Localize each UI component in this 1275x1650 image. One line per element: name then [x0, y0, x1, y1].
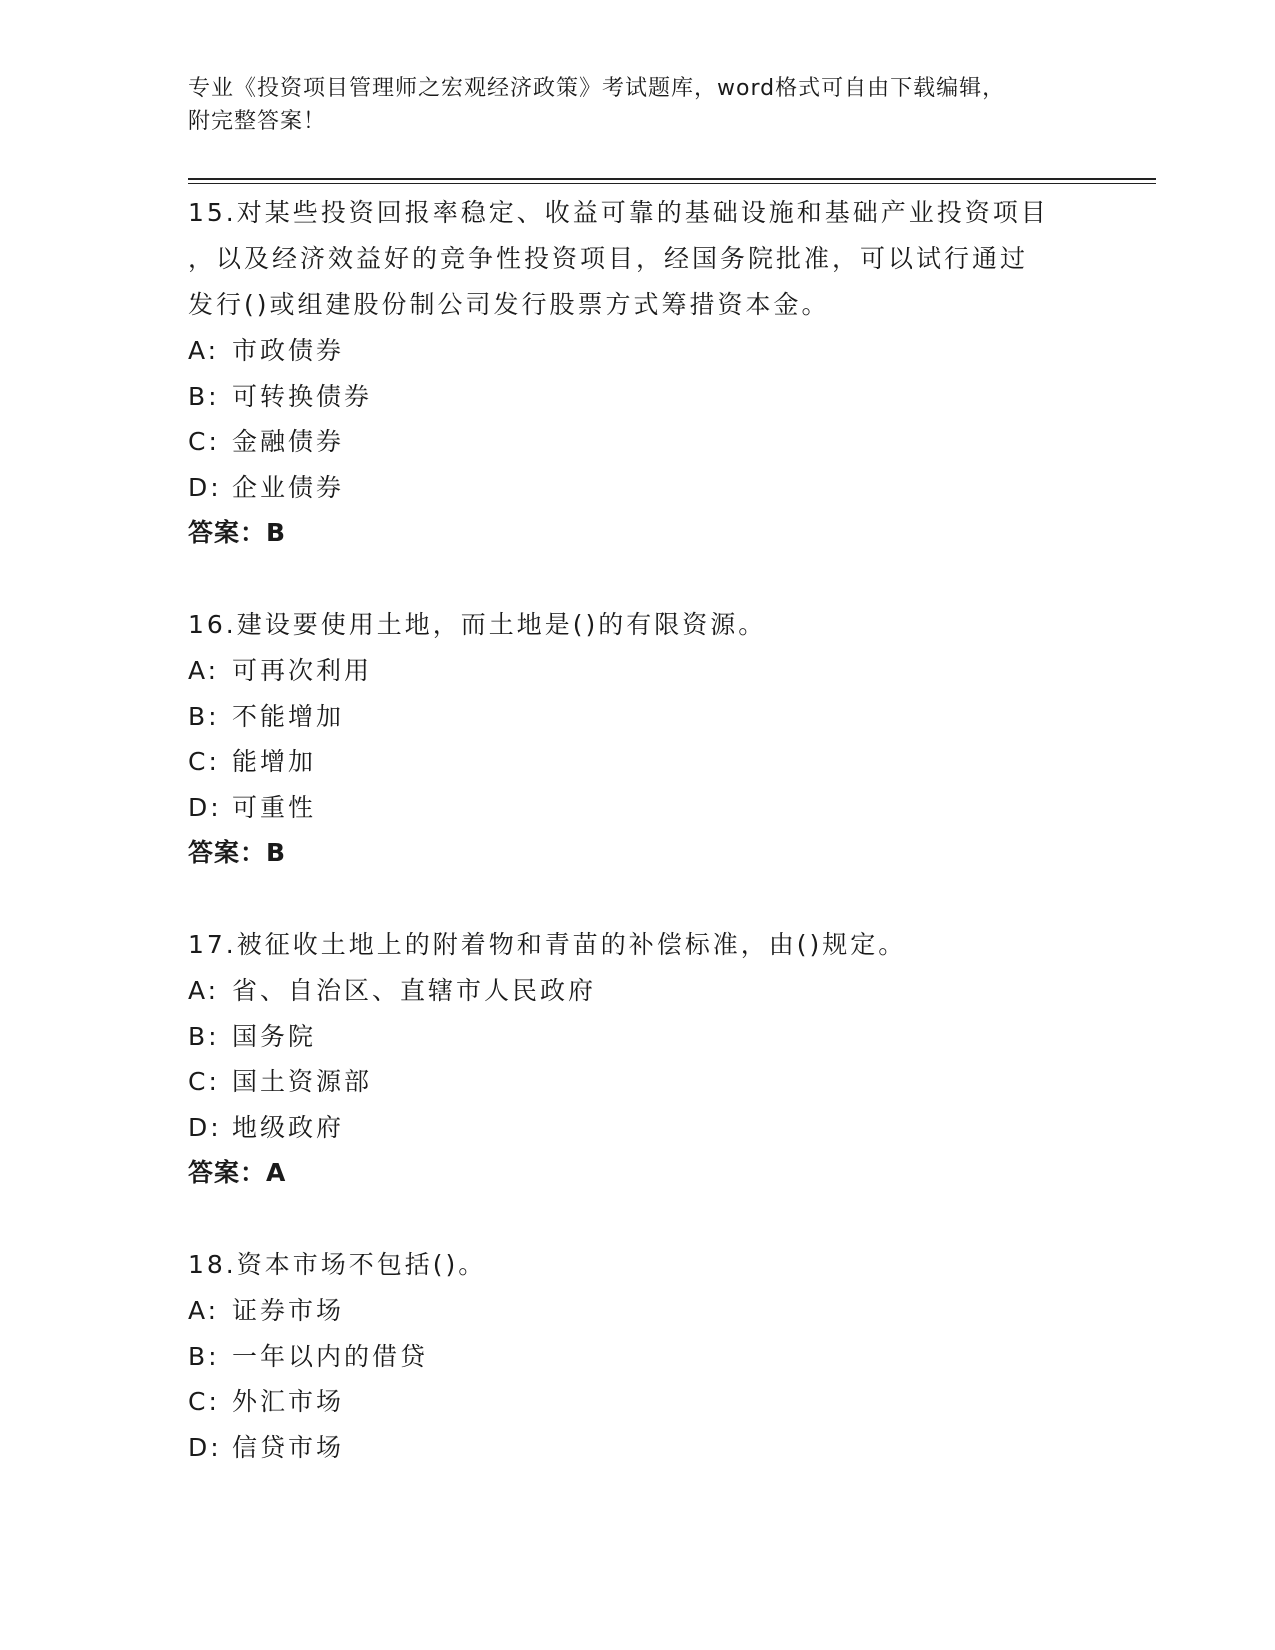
- question-number: 15.: [188, 198, 237, 227]
- option-letter: C:: [188, 747, 220, 776]
- option-d: [188, 465, 1088, 511]
- option-c: [188, 739, 1088, 785]
- option-letter: A:: [188, 976, 220, 1005]
- option-text: 省、自治区、直辖市人民政府: [232, 976, 597, 1005]
- option-c: [188, 1059, 1088, 1105]
- question-list: [188, 190, 1088, 1516]
- answer-line: [188, 510, 1088, 556]
- option-text: 证券市场: [232, 1296, 345, 1325]
- answer-line: [188, 830, 1088, 876]
- question-15: [188, 190, 1088, 556]
- question-text-line: [188, 602, 1088, 648]
- option-text: 可再次利用: [232, 656, 373, 685]
- option-a: [188, 1288, 1088, 1334]
- option-letter: C:: [188, 1067, 220, 1096]
- option-letter: D:: [188, 792, 222, 822]
- option-d: [188, 785, 1088, 831]
- header-line-1: 专业《投资项目管理师之宏观经济政策》考试题库，word格式可自由下载编辑，: [188, 76, 1006, 101]
- answer-label: 答案：: [188, 1158, 267, 1187]
- answer-label: 答案：: [188, 518, 267, 547]
- option-letter: A:: [188, 1296, 220, 1325]
- option-b: [188, 694, 1088, 740]
- option-a: [188, 968, 1088, 1014]
- option-letter: B:: [188, 1341, 220, 1371]
- option-text: 金融债券: [232, 427, 345, 456]
- header-divider-thin: [188, 183, 1156, 184]
- question-text-line: [188, 190, 1088, 236]
- option-text: 能增加: [232, 747, 317, 776]
- question-text-line: [188, 922, 1088, 968]
- option-letter: A:: [188, 336, 220, 365]
- option-a: [188, 648, 1088, 694]
- option-text: 外汇市场: [232, 1387, 345, 1416]
- option-letter: A:: [188, 656, 220, 685]
- header-divider-thick: [188, 178, 1156, 180]
- question-text-line: [188, 282, 1088, 328]
- option-c: [188, 1379, 1088, 1425]
- option-text: 国务院: [232, 1021, 317, 1051]
- question-18: [188, 1242, 1088, 1470]
- option-text: 市政债券: [232, 336, 345, 365]
- option-letter: C:: [188, 1387, 220, 1416]
- question-text: 对某些投资回报率稳定、收益可靠的基础设施和基础产业投资项目: [236, 198, 1049, 227]
- answer-label: 答案：: [188, 838, 267, 867]
- document-header: [188, 72, 1068, 138]
- question-text: 被征收土地上的附着物和青苗的补偿标准，由()规定。: [236, 930, 907, 959]
- question-number: 18.: [188, 1250, 237, 1279]
- question-text: 发行()或组建股份制公司发行股票方式筹措资本金。: [188, 290, 830, 319]
- answer-value: A: [266, 1158, 287, 1187]
- answer-value: B: [266, 518, 287, 547]
- option-letter: D:: [188, 1112, 222, 1142]
- option-text: 可转换债券: [232, 381, 373, 411]
- option-text: 国土资源部: [232, 1067, 373, 1096]
- option-letter: C:: [188, 427, 220, 456]
- option-letter: D:: [188, 472, 222, 502]
- question-text: 资本市场不包括()。: [236, 1250, 487, 1279]
- option-letter: B:: [188, 1021, 220, 1051]
- option-text: 企业债券: [232, 472, 345, 502]
- option-b: [188, 1334, 1088, 1380]
- option-letter: B:: [188, 701, 220, 731]
- question-17: [188, 922, 1088, 1196]
- option-text: 不能增加: [232, 701, 345, 731]
- option-letter: D:: [188, 1432, 222, 1462]
- option-c: [188, 419, 1088, 465]
- option-b: [188, 1014, 1088, 1060]
- option-d: [188, 1105, 1088, 1151]
- question-16: [188, 602, 1088, 876]
- answer-line: [188, 1150, 1088, 1196]
- question-number: 16.: [188, 610, 237, 639]
- question-text: 建设要使用土地，而土地是()的有限资源。: [236, 610, 767, 639]
- option-text: 信贷市场: [232, 1432, 345, 1462]
- option-a: [188, 328, 1088, 374]
- option-text: 一年以内的借贷: [232, 1341, 429, 1371]
- option-b: [188, 374, 1088, 420]
- header-line-2: 附完整答案！: [188, 109, 327, 134]
- option-d: [188, 1425, 1088, 1471]
- question-text-line: [188, 1242, 1088, 1288]
- option-letter: B:: [188, 381, 220, 411]
- option-text: 地级政府: [232, 1112, 345, 1142]
- answer-value: B: [266, 838, 287, 867]
- question-text-line: [188, 236, 1088, 282]
- question-number: 17.: [188, 930, 237, 959]
- option-text: 可重性: [232, 792, 317, 822]
- question-text: ，以及经济效益好的竞争性投资项目，经国务院批准，可以试行通过: [188, 244, 1029, 273]
